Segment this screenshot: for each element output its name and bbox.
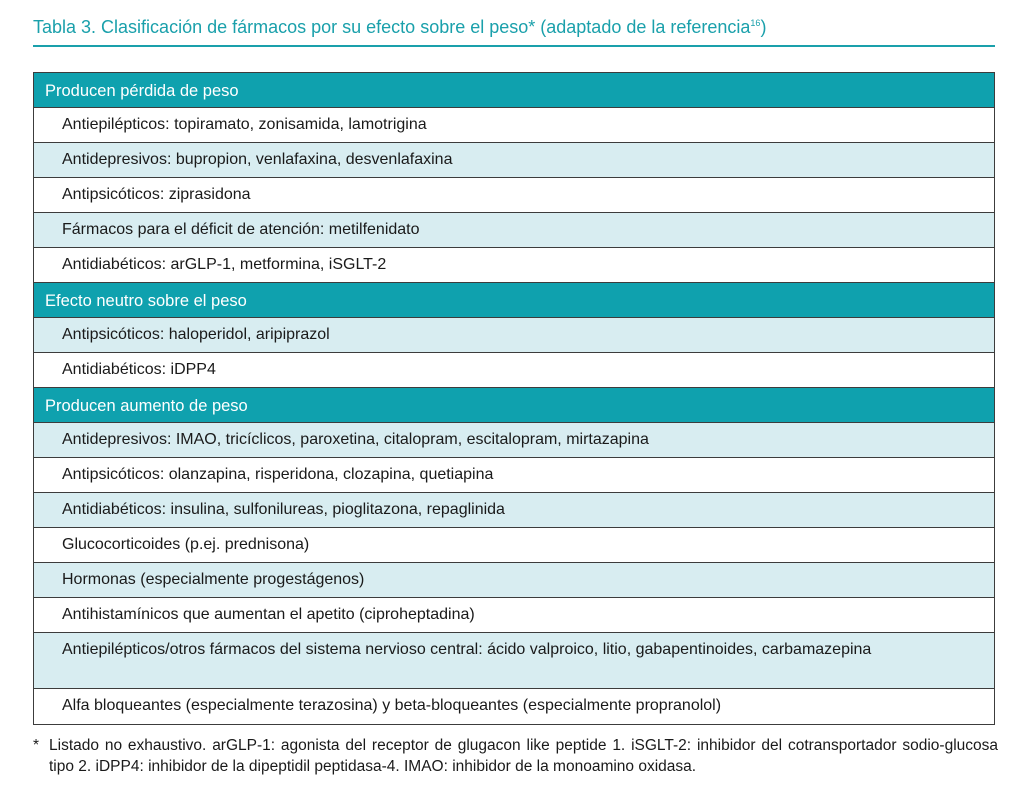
- footnote-text: Listado no exhaustivo. arGLP-1: agonista del receptor de glugacon like peptide 1. iSGLT-2: inhibidor del cotransportador sodio-glucosa tipo 2. iDPP4: inhibidor de la dipeptidil peptidasa-4. IMAO: inhibidor de la monoamino oxidasa.: [49, 737, 998, 775]
- table-row: Glucocorticoides (p.ej. prednisona): [34, 528, 994, 563]
- drug-classification-table: [33, 72, 995, 725]
- section-header-weight-loss: Producen pérdida de peso: [34, 73, 994, 108]
- table-caption: [33, 13, 995, 41]
- table-row: Antidiabéticos: arGLP-1, metformina, iSGLT-2: [34, 248, 994, 283]
- table-row: Hormonas (especialmente progestágenos): [34, 563, 994, 598]
- caption-closing: ): [760, 17, 767, 37]
- table-row: Antidiabéticos: iDPP4: [34, 353, 994, 388]
- caption-reference-superscript: 16: [750, 18, 761, 28]
- table-row: Antipsicóticos: olanzapina, risperidona, clozapina, quetiapina: [34, 458, 994, 493]
- table-row: Antidepresivos: bupropion, venlafaxina, desvenlafaxina: [34, 143, 994, 178]
- section-header-weight-neutral: Efecto neutro sobre el peso: [34, 283, 994, 318]
- table-row: Antidiabéticos: insulina, sulfonilureas, pioglitazona, repaglinida: [34, 493, 994, 528]
- table-row: Antiepilépticos/otros fármacos del sistema nervioso central: ácido valproico, litio, gabapentinoides, carbamazepina: [34, 633, 994, 689]
- table-row: Antiepilépticos: topiramato, zonisamida, lamotrigina: [34, 108, 994, 143]
- table-row: Antihistamínicos que aumentan el apetito (ciproheptadina): [34, 598, 994, 633]
- table-row: Antidepresivos: IMAO, tricíclicos, paroxetina, citalopram, escitalopram, mirtazapina: [34, 423, 994, 458]
- section-header-weight-gain: Producen aumento de peso: [34, 388, 994, 423]
- table-row: Alfa bloqueantes (especialmente terazosina) y beta-bloqueantes (especialmente propranolol): [62, 697, 722, 714]
- table-row: Antipsicóticos: haloperidol, aripiprazol: [34, 318, 994, 353]
- caption-text: Tabla 3. Clasificación de fármacos por su efecto sobre el peso* (adaptado de la referencia: [33, 17, 751, 37]
- table-row: Fármacos para el déficit de atención: metilfenidato: [34, 213, 994, 248]
- footnote-marker: *: [33, 737, 40, 754]
- table-footnote: [33, 735, 998, 777]
- caption-rule: [33, 45, 995, 47]
- table-row: Antipsicóticos: ziprasidona: [34, 178, 994, 213]
